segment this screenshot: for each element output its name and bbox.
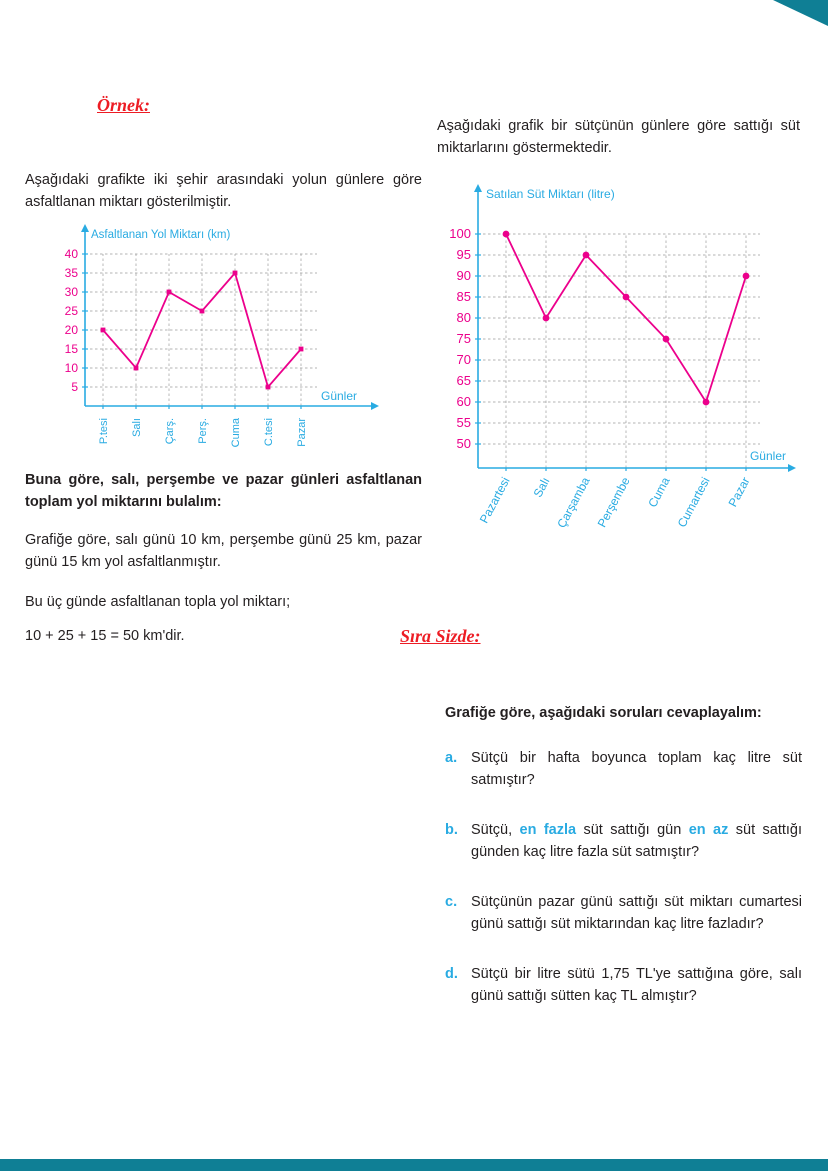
svg-text:30: 30 xyxy=(64,285,78,299)
svg-text:80: 80 xyxy=(456,310,471,325)
question-label: a. xyxy=(445,750,458,766)
left-intro-paragraph: Aşağıdaki grafikte iki şehir arasındaki yolun günlere göre asfaltlanan miktarı gösterilmiştir. xyxy=(25,172,422,210)
ornek-heading: Örnek: xyxy=(97,95,150,115)
left-answer-paragraph-1: Grafiğe göre, salı günü 10 km, perşembe günü 25 km, pazar günü 15 km yol asfaltlanmıştır. xyxy=(25,532,422,570)
left-answer-paragraph-3: 10 + 25 + 15 = 50 km'dir. xyxy=(25,628,185,644)
svg-text:70: 70 xyxy=(456,352,471,367)
svg-text:Çarşamba: Çarşamba xyxy=(554,474,593,531)
milk-chart xyxy=(448,176,800,560)
svg-text:100: 100 xyxy=(449,226,471,241)
svg-text:75: 75 xyxy=(456,331,471,346)
svg-text:Perş.: Perş. xyxy=(197,418,209,444)
svg-text:Perşembe: Perşembe xyxy=(594,474,633,530)
question-text: Sütçü, en fazla süt sattığı gün en az süt sattığı günden kaç litre fazla süt satmıştır? xyxy=(471,821,802,861)
svg-text:Cumartesi: Cumartesi xyxy=(674,474,713,530)
questions-header: Grafiğe göre, aşağıdaki soruları cevaplayalım: xyxy=(445,705,762,721)
question-text: Sütçünün pazar günü sattığı süt miktarı cumartesi günü sattığı süt miktarından kaç litre fazladır? xyxy=(471,893,802,933)
svg-text:95: 95 xyxy=(456,247,471,262)
question-item-a xyxy=(445,747,802,792)
svg-text:P.tesi: P.tesi xyxy=(98,418,110,445)
question-label: b. xyxy=(445,821,458,838)
footer-bar xyxy=(0,1159,828,1171)
left-answer-paragraph-2: Bu üç günde asfaltlanan topla yol miktarı; xyxy=(25,594,291,610)
svg-text:Cuma: Cuma xyxy=(230,418,242,448)
svg-text:60: 60 xyxy=(456,394,471,409)
right-intro-paragraph: Aşağıdaki grafik bir sütçünün günlere göre sattığı süt miktarlarını göstermektedir. xyxy=(437,118,800,156)
svg-text:Cuma: Cuma xyxy=(645,474,673,510)
svg-text:15: 15 xyxy=(64,342,78,356)
svg-text:65: 65 xyxy=(456,373,471,388)
svg-text:Günler: Günler xyxy=(321,389,358,403)
svg-text:Pazar: Pazar xyxy=(296,418,308,447)
svg-text:Satılan Süt Miktarı (litre): Satılan Süt Miktarı (litre) xyxy=(486,187,615,201)
sira-sizde-heading: Sıra Sizde: xyxy=(400,626,481,646)
question-label: c. xyxy=(445,893,458,910)
question-item-b xyxy=(445,819,802,864)
svg-text:Salı: Salı xyxy=(131,418,143,437)
road-chart xyxy=(57,218,407,470)
question-item-d xyxy=(445,963,802,1008)
svg-text:10: 10 xyxy=(64,361,78,375)
left-question-paragraph: Buna göre, salı, perşembe ve pazar günleri asfaltlanan toplam yol miktarını bulalım: xyxy=(25,472,422,510)
svg-text:Asfaltlanan Yol Miktarı (km): Asfaltlanan Yol Miktarı (km) xyxy=(91,229,231,241)
question-text: Sütçü bir hafta boyunca toplam kaç litre süt satmıştır? xyxy=(471,750,802,789)
question-label: d. xyxy=(445,965,458,982)
svg-text:90: 90 xyxy=(456,268,471,283)
svg-text:50: 50 xyxy=(456,436,471,451)
svg-text:Pazar: Pazar xyxy=(725,474,753,510)
svg-text:Çarş.: Çarş. xyxy=(164,418,176,445)
svg-text:Günler: Günler xyxy=(749,449,786,463)
svg-text:Pazartesi: Pazartesi xyxy=(476,474,513,526)
svg-text:5: 5 xyxy=(71,380,78,394)
corner-decoration xyxy=(773,0,828,26)
svg-text:40: 40 xyxy=(64,247,78,261)
question-item-c xyxy=(445,891,802,936)
svg-text:Salı: Salı xyxy=(530,474,553,500)
question-text: Sütçü bir litre sütü 1,75 TL'ye sattığına göre, salı günü sattığı sütten kaç TL almıştır? xyxy=(471,965,802,1005)
svg-text:85: 85 xyxy=(456,289,471,304)
svg-text:C.tesi: C.tesi xyxy=(263,418,275,447)
svg-text:55: 55 xyxy=(456,415,471,430)
svg-text:20: 20 xyxy=(64,323,78,337)
svg-text:25: 25 xyxy=(64,304,78,318)
question-list xyxy=(445,747,802,1035)
svg-text:35: 35 xyxy=(64,266,78,280)
